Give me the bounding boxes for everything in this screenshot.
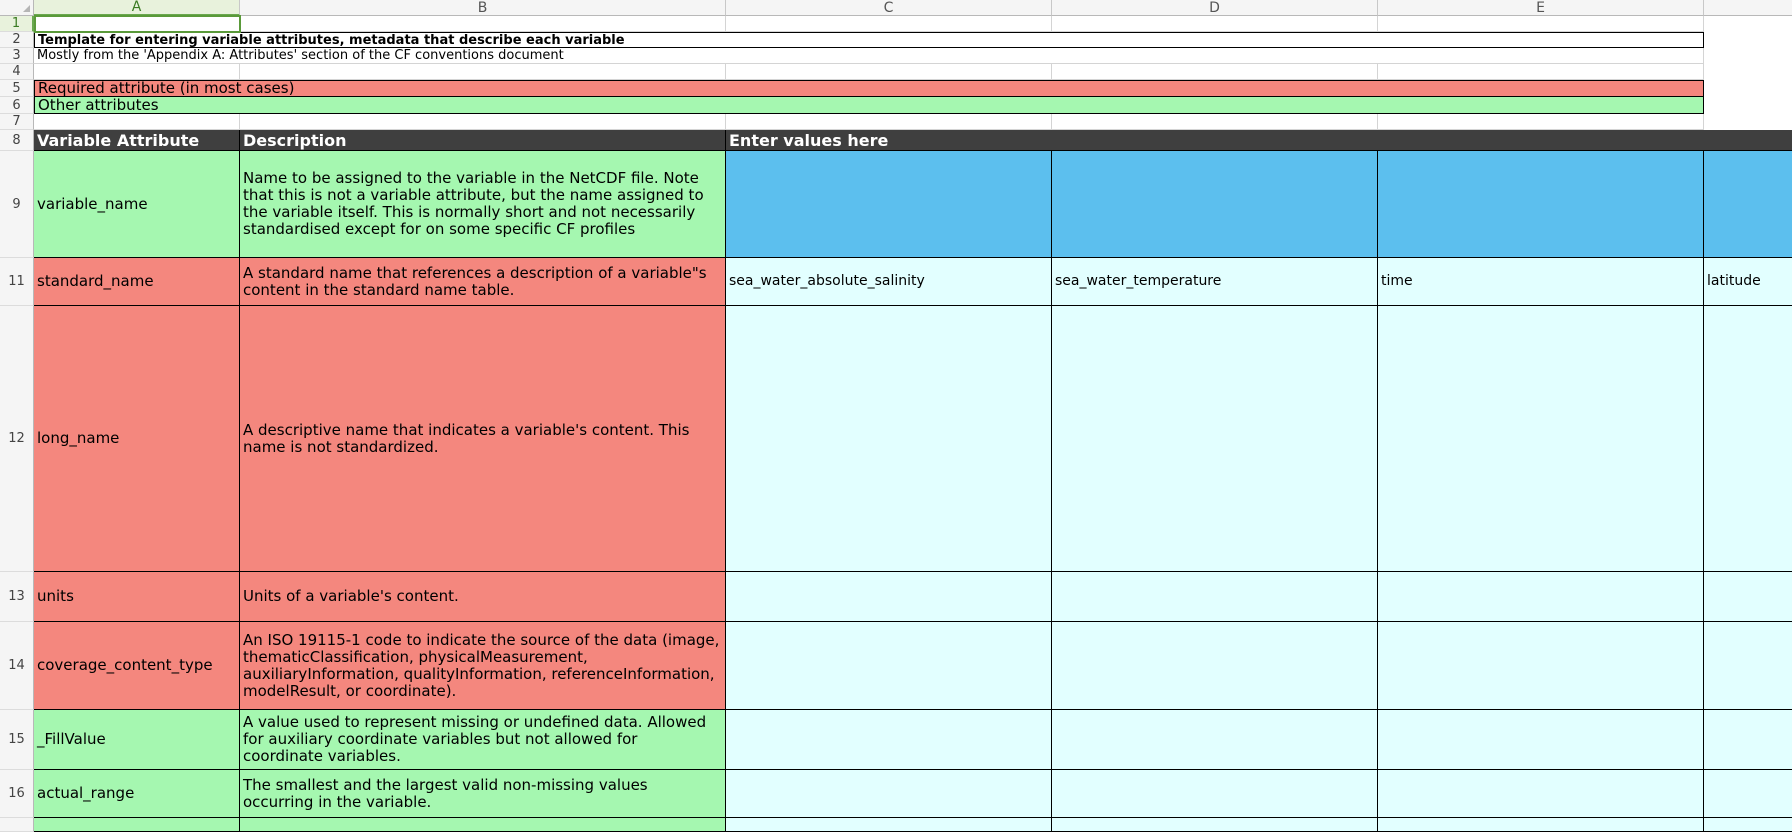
attr-name-coverage-content-type[interactable]: coverage_content_type xyxy=(34,622,240,710)
cell-d1[interactable] xyxy=(1052,16,1378,32)
attr-desc-coverage-content-type[interactable]: An ISO 19115-1 code to indicate the source of the data (image, thematicClassification, physicalMeasurement, auxiliaryInformation, qualityInformation, referenceInformation, modelResult, or coordinate). xyxy=(240,622,726,710)
row-header-7[interactable]: 7 xyxy=(0,114,34,130)
value-cell-d13[interactable] xyxy=(1052,572,1378,622)
cell-a4[interactable] xyxy=(34,64,240,80)
value-cell-f15[interactable] xyxy=(1704,710,1792,770)
cell-d4[interactable] xyxy=(1052,64,1378,80)
value-cell-e16[interactable] xyxy=(1378,770,1704,818)
attr-desc-variable-name[interactable]: Name to be assigned to the variable in the NetCDF file. Note that this is not a variable attribute, but the name assigned to the variable itself. This is normally short and not necessarily standardised except for on some specific CF profiles xyxy=(240,151,726,258)
value-cell-c9[interactable] xyxy=(726,151,1052,258)
cell-e4[interactable] xyxy=(1378,64,1704,80)
value-cell-d12[interactable] xyxy=(1052,306,1378,572)
value-cell-f9[interactable] xyxy=(1704,151,1792,258)
value-cell-f17[interactable] xyxy=(1704,818,1792,832)
value-cell-d17[interactable] xyxy=(1052,818,1378,832)
header-enter-values[interactable]: Enter values here xyxy=(726,130,1792,151)
column-header-e[interactable]: E xyxy=(1378,0,1704,16)
attr-desc-units[interactable]: Units of a variable's content. xyxy=(240,572,726,622)
value-cell-d14[interactable] xyxy=(1052,622,1378,710)
value-cell-d16[interactable] xyxy=(1052,770,1378,818)
column-header-f[interactable] xyxy=(1704,0,1792,16)
cell-c1[interactable] xyxy=(726,16,1052,32)
value-cell-c16[interactable] xyxy=(726,770,1052,818)
value-cell-c17[interactable] xyxy=(726,818,1052,832)
cell-b1[interactable] xyxy=(240,16,726,32)
value-cell-f11[interactable]: latitude xyxy=(1704,258,1792,306)
cell-a7[interactable] xyxy=(34,114,240,130)
value-cell-e15[interactable] xyxy=(1378,710,1704,770)
row-header-5[interactable]: 5 xyxy=(0,80,34,97)
attr-name-units[interactable]: units xyxy=(34,572,240,622)
row-header-3[interactable]: 3 xyxy=(0,48,34,64)
legend-required[interactable]: Required attribute (in most cases) xyxy=(34,80,1704,97)
value-cell-f12[interactable] xyxy=(1704,306,1792,572)
cell-e1[interactable] xyxy=(1378,16,1704,32)
row-header-13[interactable]: 13 xyxy=(0,572,34,622)
cell-c7[interactable] xyxy=(726,114,1052,130)
row-header-8[interactable]: 8 xyxy=(0,130,34,151)
attr-name-standard-name[interactable]: standard_name xyxy=(34,258,240,306)
value-cell-d11[interactable]: sea_water_temperature xyxy=(1052,258,1378,306)
row-header-17[interactable] xyxy=(0,818,34,832)
row-header-9[interactable]: 9 xyxy=(0,151,34,258)
attr-desc-long-name[interactable]: A descriptive name that indicates a variable's content. This name is not standardized. xyxy=(240,306,726,572)
value-cell-f16[interactable] xyxy=(1704,770,1792,818)
legend-other[interactable]: Other attributes xyxy=(34,97,1704,114)
column-header-d[interactable]: D xyxy=(1052,0,1378,16)
column-header-a[interactable]: A xyxy=(34,0,240,16)
cell-b7[interactable] xyxy=(240,114,726,130)
value-cell-f13[interactable] xyxy=(1704,572,1792,622)
select-all-corner[interactable] xyxy=(0,0,34,16)
value-cell-c13[interactable] xyxy=(726,572,1052,622)
attr-name-fill-value[interactable]: _FillValue xyxy=(34,710,240,770)
attr-name-long-name[interactable]: long_name xyxy=(34,306,240,572)
value-cell-d15[interactable] xyxy=(1052,710,1378,770)
row-header-2[interactable]: 2 xyxy=(0,32,34,48)
header-variable-attribute[interactable]: Variable Attribute xyxy=(34,130,240,151)
value-cell-e9[interactable] xyxy=(1378,151,1704,258)
attr-name-row-17[interactable] xyxy=(34,818,240,832)
cell-a1[interactable] xyxy=(34,16,240,32)
header-description[interactable]: Description xyxy=(240,130,726,151)
column-header-c[interactable]: C xyxy=(726,0,1052,16)
attr-desc-row-17[interactable] xyxy=(240,818,726,832)
row-header-16[interactable]: 16 xyxy=(0,770,34,818)
row-header-15[interactable]: 15 xyxy=(0,710,34,770)
cell-c4[interactable] xyxy=(726,64,1052,80)
attr-name-variable-name[interactable]: variable_name xyxy=(34,151,240,258)
value-cell-e17[interactable] xyxy=(1378,818,1704,832)
attr-desc-actual-range[interactable]: The smallest and the largest valid non-missing values occurring in the variable. xyxy=(240,770,726,818)
cell-d7[interactable] xyxy=(1052,114,1378,130)
value-cell-c14[interactable] xyxy=(726,622,1052,710)
cell-b4[interactable] xyxy=(240,64,726,80)
value-cell-e13[interactable] xyxy=(1378,572,1704,622)
row-header-11[interactable]: 11 xyxy=(0,258,34,306)
value-cell-c11[interactable]: sea_water_absolute_salinity xyxy=(726,258,1052,306)
row-header-12[interactable]: 12 xyxy=(0,306,34,572)
attr-name-actual-range[interactable]: actual_range xyxy=(34,770,240,818)
value-cell-e11[interactable]: time xyxy=(1378,258,1704,306)
value-cell-e14[interactable] xyxy=(1378,622,1704,710)
column-header-b[interactable]: B xyxy=(240,0,726,16)
value-cell-f14[interactable] xyxy=(1704,622,1792,710)
value-cell-e12[interactable] xyxy=(1378,306,1704,572)
cell-e7[interactable] xyxy=(1378,114,1704,130)
value-cell-d9[interactable] xyxy=(1052,151,1378,258)
row-header-4[interactable]: 4 xyxy=(0,64,34,80)
row-header-1[interactable]: 1 xyxy=(0,16,34,32)
row-header-14[interactable]: 14 xyxy=(0,622,34,710)
value-cell-c12[interactable] xyxy=(726,306,1052,572)
attr-desc-fill-value[interactable]: A value used to represent missing or undefined data. Allowed for auxiliary coordinate variables but not allowed for coordinate variables. xyxy=(240,710,726,770)
select-all-triangle-icon xyxy=(23,5,30,12)
attr-desc-standard-name[interactable]: A standard name that references a description of a variable"s content in the standard name table. xyxy=(240,258,726,306)
sheet-subtitle[interactable]: Mostly from the 'Appendix A: Attributes' section of the CF conventions document xyxy=(34,48,1704,64)
value-cell-c15[interactable] xyxy=(726,710,1052,770)
sheet-title[interactable]: Template for entering variable attributes, metadata that describe each variable xyxy=(34,32,1704,48)
row-header-6[interactable]: 6 xyxy=(0,97,34,114)
